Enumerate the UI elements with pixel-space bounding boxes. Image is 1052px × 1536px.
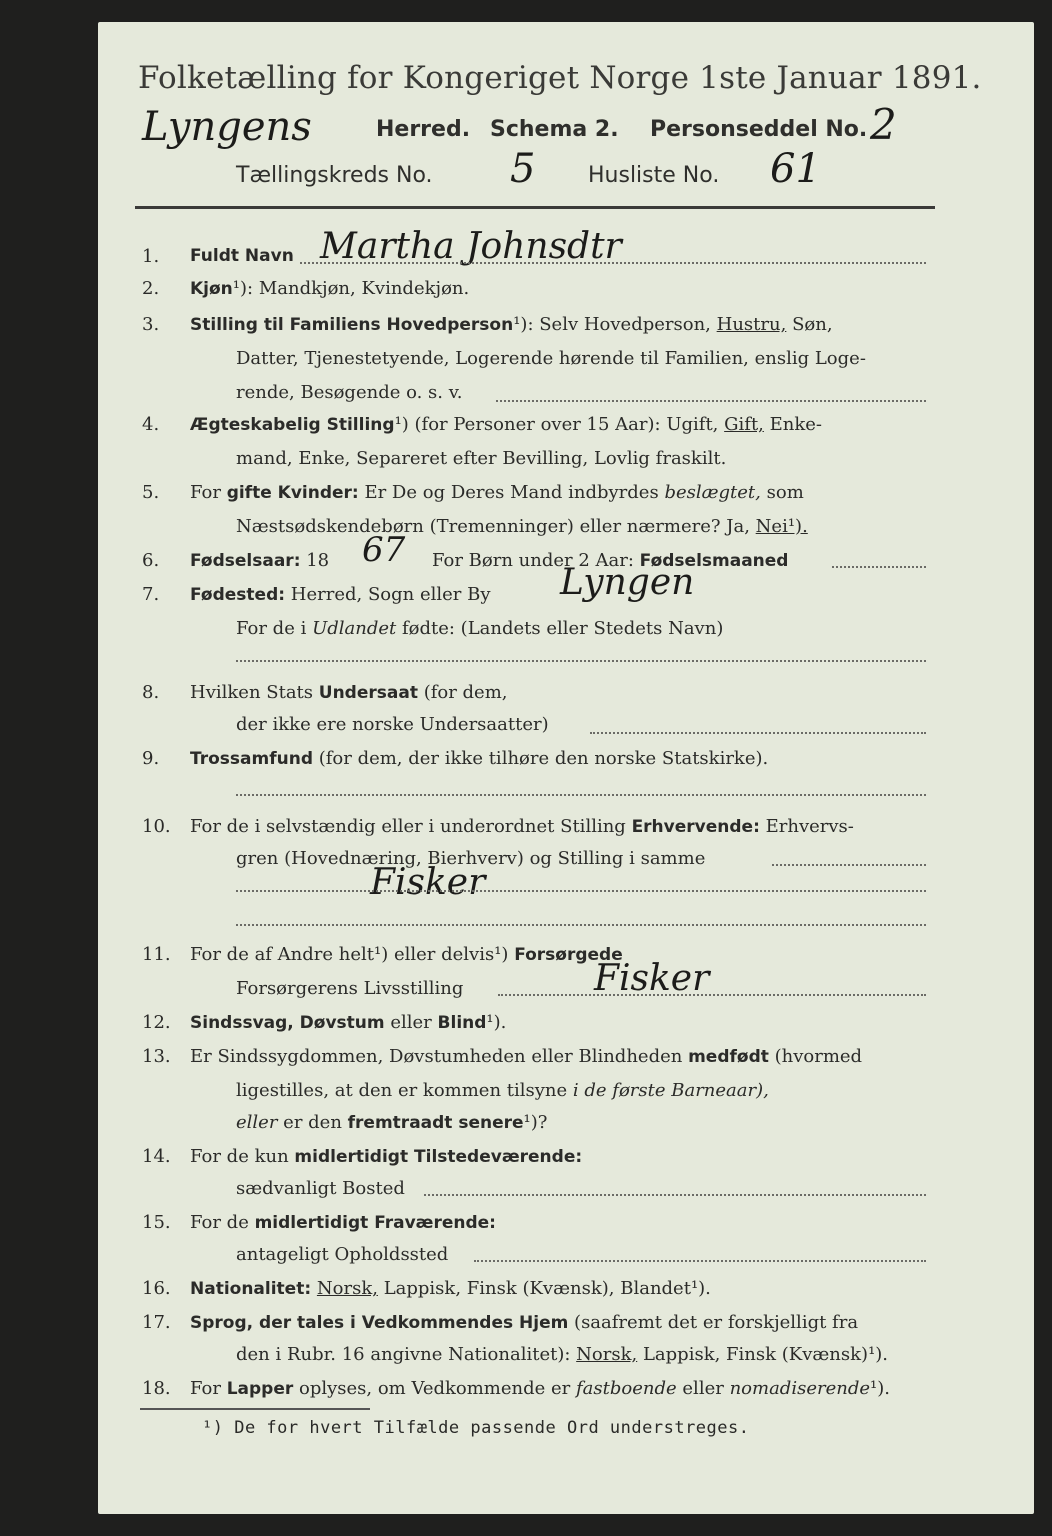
norsk-underlined: Norsk,: [316, 1278, 378, 1299]
supported-line-2: Forsørgerens Livsstilling: [236, 978, 464, 999]
sex-options: ¹): Mandkjøn, Kvindekjøn.: [232, 278, 470, 299]
language-norsk-underlined: Norsk,: [576, 1344, 638, 1365]
religion-line: [190, 748, 768, 769]
citizenship-line-1: [190, 682, 508, 703]
citizenship-line-2: der ikke ere norske Undersaatter): [236, 714, 549, 735]
congenital-line-3b: er den: [283, 1112, 342, 1133]
husliste-number: 61: [770, 146, 821, 192]
birthplace-line-2: [236, 618, 723, 639]
gift-underlined: Gift,: [724, 414, 764, 435]
dotted-line: [300, 262, 926, 264]
row-number: 17.: [142, 1312, 171, 1333]
occupation-label: Erhvervende:: [631, 817, 760, 837]
position-line-1: [190, 314, 833, 335]
supported-label: Forsørgede: [514, 945, 623, 965]
lapps-label: Lapper: [226, 1379, 294, 1399]
supporter-occupation-value: Fisker: [594, 958, 710, 999]
dotted-line: [236, 794, 926, 796]
congenital-pre: Er Sindssygdommen, Døvstumheden eller Blindheden: [190, 1046, 683, 1067]
personseddel-number: 2: [870, 100, 897, 149]
birth-year-prefix: 18: [306, 550, 330, 571]
birth-month-condition: For Børn under 2 Aar:: [432, 550, 634, 571]
lapps-end: ¹).: [870, 1378, 890, 1399]
later-onset-label: fremtraadt senere: [347, 1113, 524, 1133]
citizenship-rest: (for dem,: [423, 682, 508, 703]
language-options: Lappisk, Finsk (Kvænsk)¹).: [642, 1344, 889, 1365]
disability-rest: ¹).: [486, 1012, 507, 1033]
lapps-rest: oplyses, om Vedkommende er: [298, 1378, 571, 1399]
temp-absent-line-2: antageligt Opholdssted: [236, 1244, 449, 1265]
row-number: 14.: [142, 1146, 171, 1167]
nationality-line: [190, 1278, 711, 1299]
full-name-value: Martha Johnsdtr: [320, 226, 622, 267]
marital-line-1: [190, 414, 822, 435]
marital-line-2: mand, Enke, Separeret efter Bevilling, Lovlig fraskilt.: [236, 448, 727, 469]
row-number: 3.: [142, 314, 160, 335]
dotted-line: [772, 864, 926, 866]
sex-label: Kjøn: [190, 279, 233, 299]
temp-present-label: midlertidigt Tilstedeværende:: [294, 1147, 583, 1167]
nei-underlined: Nei¹).: [755, 516, 808, 537]
religion-rest: (for dem, der ikke tilhøre den norske Statskirke).: [318, 748, 769, 769]
nationality-label: Nationalitet:: [190, 1279, 312, 1299]
congenital-line-2: [236, 1080, 769, 1101]
position-options-2: Søn,: [792, 314, 833, 335]
marital-label: Ægteskabelig Stilling: [190, 415, 395, 435]
row-number: 13.: [142, 1046, 171, 1067]
nationality-options: Lappisk, Finsk (Kvænsk), Blandet¹).: [383, 1278, 711, 1299]
row-number: 4.: [142, 414, 160, 435]
married-som: som: [766, 482, 804, 503]
dotted-line: [832, 566, 926, 568]
row-number: 2.: [142, 278, 160, 299]
sex-line: [190, 278, 469, 299]
occupation-rest: Erhvervs-: [765, 816, 854, 837]
citizenship-pre: Hvilken Stats: [190, 682, 314, 703]
position-label: Stilling til Familiens Hovedperson: [190, 315, 514, 335]
abroad-rest: fødte: (Landets eller Stedets Navn): [401, 618, 724, 639]
abroad-label: Udlandet: [312, 618, 397, 639]
disability-label: Sindssvag, Døvstum: [190, 1013, 385, 1033]
dotted-line: [236, 924, 926, 926]
position-line-2: Datter, Tjenestetyende, Logerende hørende til Familien, enslig Loge-: [236, 348, 866, 369]
kreds-label: Tællingskreds No.: [236, 163, 433, 188]
occupation-value: Fisker: [370, 862, 486, 903]
temp-present-line-1: [190, 1146, 582, 1167]
dotted-line: [498, 994, 926, 996]
birth-year-handwritten: 67: [362, 530, 406, 570]
temp-absent-pre: For de: [190, 1212, 249, 1233]
temp-present-line-2: sædvanligt Bosted: [236, 1178, 405, 1199]
full-name-label: Fuldt Navn: [190, 246, 294, 266]
row-number: 5.: [142, 482, 160, 503]
congenital-label: medfødt: [688, 1047, 769, 1067]
marital-options: ¹) (for Personer over 15 Aar): Ugift,: [394, 414, 719, 435]
citizenship-label: Undersaat: [318, 683, 418, 703]
dotted-line: [496, 400, 926, 402]
row-number: 12.: [142, 1012, 171, 1033]
temp-present-pre: For de kun: [190, 1146, 289, 1167]
language-rest: (saafremt det er forskjelligt fra: [574, 1312, 859, 1333]
married-women-line-2: [236, 516, 808, 537]
row-number: 18.: [142, 1378, 171, 1399]
birth-year-line: [190, 550, 329, 571]
birthplace-options: Herred, Sogn eller By: [290, 584, 491, 605]
dotted-line: [590, 732, 926, 734]
husliste-label: Husliste No.: [588, 163, 720, 188]
congenital-line-3: [236, 1112, 547, 1133]
position-options: ¹): Selv Hovedperson,: [513, 314, 711, 335]
marital-options-2: Enke-: [769, 414, 823, 435]
row-number: 9.: [142, 748, 160, 769]
row-number: 15.: [142, 1212, 171, 1233]
married-pre: For: [190, 482, 221, 503]
row-number: 10.: [142, 816, 171, 837]
first-childhood-text: i de første Barneaar),: [572, 1080, 769, 1101]
footnote-rule: [140, 1408, 370, 1410]
dotted-line: [474, 1260, 926, 1262]
disability-line: [190, 1012, 506, 1033]
dotted-line: [236, 890, 926, 892]
row-number: 7.: [142, 584, 160, 605]
header-rule: [135, 206, 935, 209]
fastboende-text: fastboende: [576, 1378, 677, 1399]
kreds-number: 5: [510, 146, 536, 192]
supported-line-1: [190, 944, 623, 965]
congenital-rest: (hvormed: [774, 1046, 863, 1067]
position-line-3: rende, Besøgende o. s. v.: [236, 382, 463, 403]
occupation-line-2: gren (Hovednæring, Bierhverv) og Stilling i samme: [236, 848, 706, 869]
birth-month-label: Fødselsmaaned: [639, 551, 789, 571]
birthplace-label: Fødested:: [190, 585, 286, 605]
congenital-line-2a: ligestilles, at den er kommen tilsyne: [236, 1080, 568, 1101]
blind-label: Blind: [437, 1013, 487, 1033]
occupation-line-1: [190, 816, 854, 837]
temp-absent-line-1: [190, 1212, 496, 1233]
row-number: 8.: [142, 682, 160, 703]
personseddel-label: Personseddel No.: [650, 117, 868, 142]
eller-italic: eller: [236, 1112, 278, 1133]
supported-pre: For de af Andre helt¹) eller delvis¹): [190, 944, 509, 965]
herred-handwritten: Lyngens: [142, 104, 312, 150]
married-line-2-text: Næstsødskendebørn (Tremenninger) eller nærmere? Ja,: [236, 516, 750, 537]
dotted-line: [236, 660, 926, 662]
birth-year-label: Fødselsaar:: [190, 551, 301, 571]
language-line-2: [236, 1344, 888, 1365]
herred-label: Herred.: [376, 117, 471, 142]
nomadiserende-text: nomadiserende: [729, 1378, 871, 1399]
hustru-underlined: Hustru,: [716, 314, 787, 335]
lapps-eller: eller: [682, 1378, 724, 1399]
married-question: Er De og Deres Mand indbyrdes: [364, 482, 659, 503]
row-number: 1.: [142, 246, 160, 267]
disability-eller: eller: [390, 1012, 432, 1033]
occupation-pre: For de i selvstændig eller i underordnet Stilling: [190, 816, 626, 837]
birthplace-line-1: [190, 584, 491, 605]
religion-label: Trossamfund: [190, 749, 313, 769]
abroad-pre: For de i: [236, 618, 307, 639]
language-line-2-text: den i Rubr. 16 angivne Nationalitet):: [236, 1344, 571, 1365]
row-number: 11.: [142, 944, 171, 965]
birthplace-value: Lyngen: [560, 562, 695, 603]
beslaegtet-text: beslægtet,: [664, 482, 761, 503]
congenital-line-3d: ¹)?: [523, 1112, 548, 1133]
lapps-pre: For: [190, 1378, 221, 1399]
row-number: 6.: [142, 550, 160, 571]
footnote: ¹) De for hvert Tilfælde passende Ord understreges.: [202, 1418, 750, 1438]
schema-label: Schema 2.: [490, 117, 619, 142]
married-women-line-1: [190, 482, 804, 503]
form-title: Folketælling for Kongeriget Norge 1ste Januar 1891.: [138, 60, 982, 96]
row-number: 16.: [142, 1278, 171, 1299]
dotted-line: [424, 1194, 926, 1196]
language-label: Sprog, der tales i Vedkommendes Hjem: [190, 1313, 569, 1333]
temp-absent-label: midlertidigt Fraværende:: [254, 1213, 496, 1233]
married-women-label: gifte Kvinder:: [226, 483, 359, 503]
lapps-line: [190, 1378, 890, 1399]
congenital-line-1: [190, 1046, 862, 1067]
language-line-1: [190, 1312, 858, 1333]
